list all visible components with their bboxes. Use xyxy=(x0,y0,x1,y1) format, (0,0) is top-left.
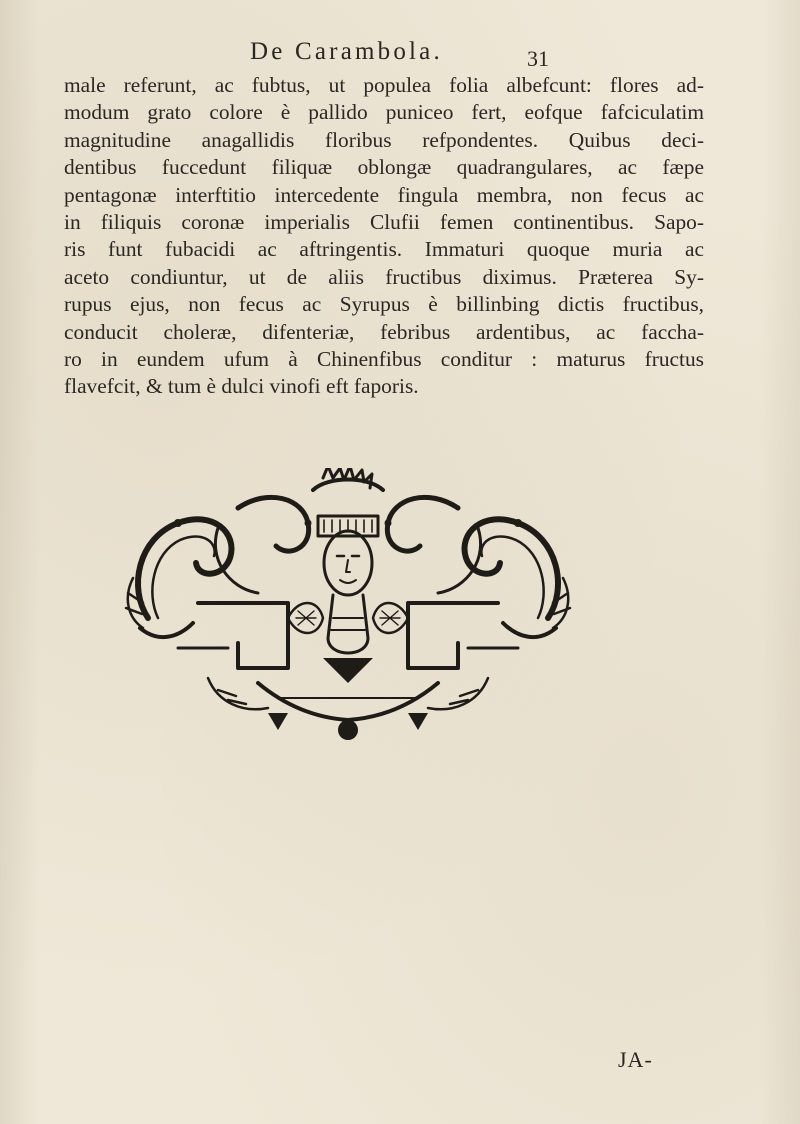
running-head xyxy=(0,38,800,70)
running-title: De Carambola. xyxy=(250,38,443,65)
text-line: magnitudine anagallidis floribus refpondentes. Quibus deci- xyxy=(64,127,704,152)
text-line: rupus ejus, non fecus ac Syrupus è billinbing dictis fructibus, xyxy=(64,292,704,317)
text-line: flavefcit, & tum è dulci vinofi eft faporis. xyxy=(64,374,419,399)
body-text xyxy=(64,72,704,401)
page-number: 31 xyxy=(527,46,549,71)
text-line: pentagonæ interftitio intercedente fingula membra, non fecus ac xyxy=(64,182,704,207)
text-line: dentibus fuccedunt filiquæ oblongæ quadrangulares, ac fæpe xyxy=(64,155,704,180)
text-line: ro in eundem ufum à Chinenfibus conditur : maturus fructus xyxy=(64,346,704,371)
text-line: ris funt fubacidi ac aftringentis. Immaturi quoque muria ac xyxy=(64,237,704,262)
text-line: conducit choleræ, difenteriæ, febribus ardentibus, ac faccha- xyxy=(64,319,704,344)
baroque-headpiece-ornament-icon xyxy=(118,468,578,744)
text-line: modum grato colore è pallido puniceo fert, eofque fafciculatim xyxy=(64,100,704,125)
text-line: aceto condiuntur, ut de aliis fructibus diximus. Præterea Sy- xyxy=(64,264,704,289)
text-line: in filiquis coronæ imperialis Clufii femen continentibus. Sapo- xyxy=(64,209,704,234)
text-line: male referunt, ac fubtus, ut populea folia albefcunt: flores ad- xyxy=(64,73,704,97)
catchword: JA- xyxy=(618,1047,653,1072)
